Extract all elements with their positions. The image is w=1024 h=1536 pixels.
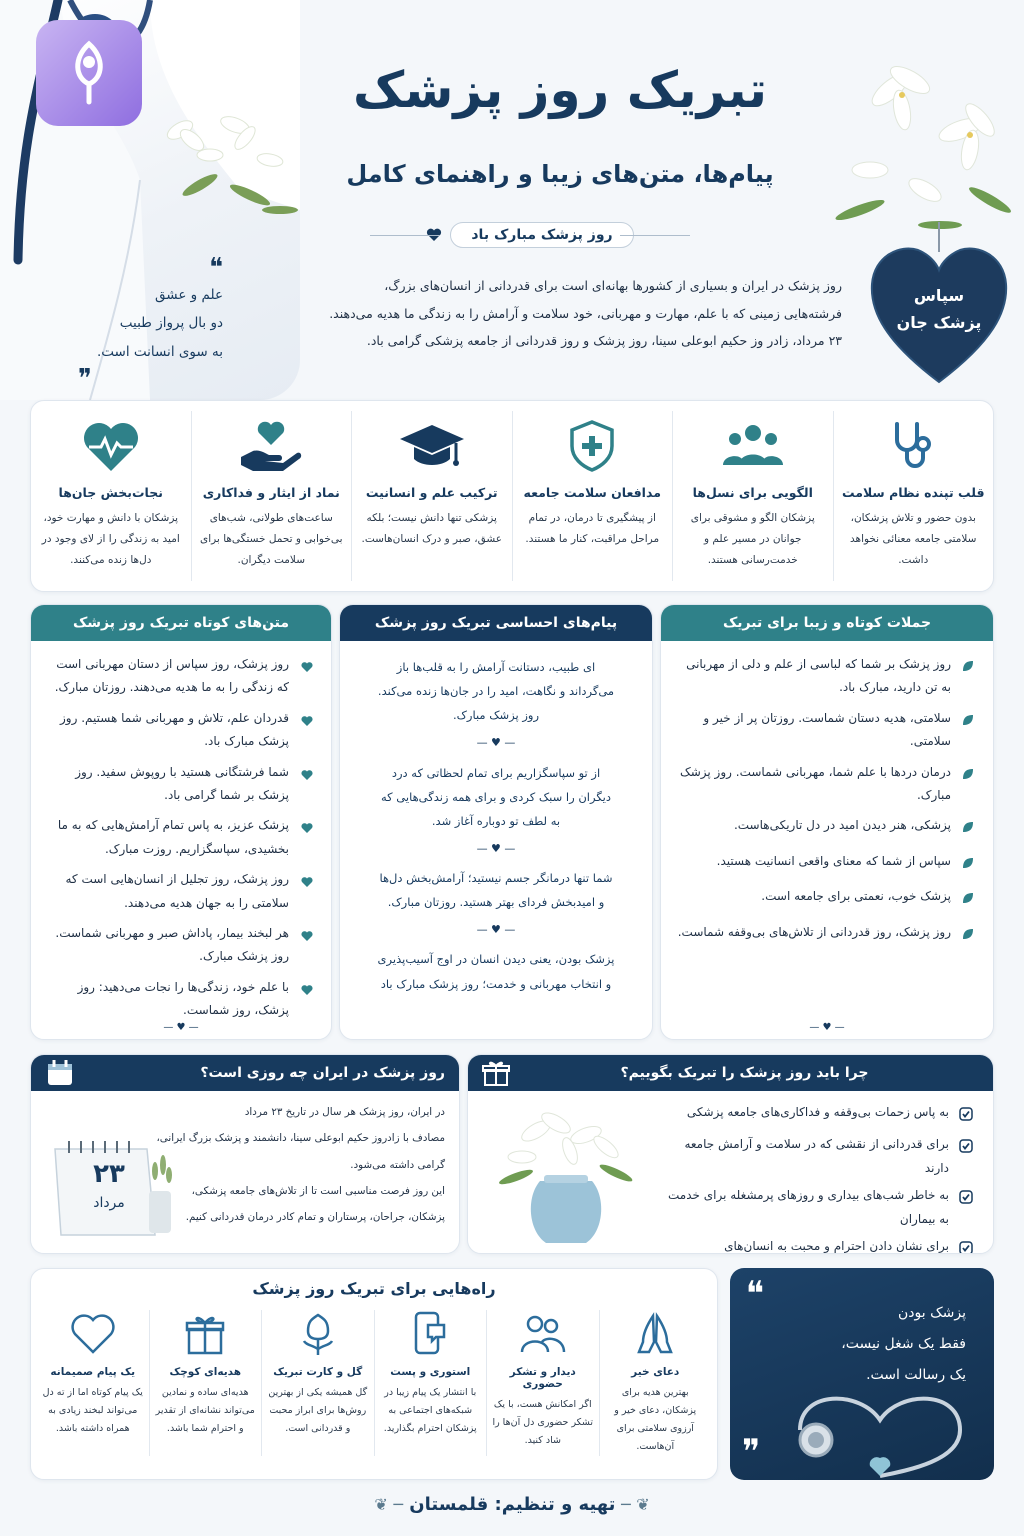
calendar-icon [45,1058,75,1088]
heart-divider-icon: — ♥ — [476,841,516,855]
short-text-item [45,707,313,754]
short-beautiful-header: جملات کوتاه و زیبا برای تبریک [661,605,993,641]
when-line: مصادف با زادروز حکیم ابوعلی سینا، دانشمند و پزشک بزرگ ایرانی، [156,1132,445,1145]
short-beautiful-item [675,761,975,808]
bullet-icon [959,1240,973,1254]
bullet-icon [961,766,975,808]
graduation-cap-icon [398,421,466,471]
feature-desc: پزشکان الگو و مشوقی برای جوانان در مسیر علم و خدمت‌رسانی هستند. [690,512,815,566]
why-item [668,1184,973,1231]
intro-line: روز پزشک در ایران و بسیاری از کشورها بهانه‌ای است برای قدردانی از انسان‌های بزرگ، [384,278,842,293]
short-text-item [45,976,313,1023]
ornament-divider: — ♥ — [163,1022,199,1033]
short-text-item-text: قدردان علم، تلاش و مهربانی شما هستیم. روز پزشک مبارک باد. [60,710,289,749]
site-logo[interactable] [36,20,142,126]
short-text-item [45,761,313,808]
greeting-ribbon-text: روز پزشک مبارک باد [450,222,633,248]
feature-desc: بدون حضور و تلاش پزشکان، سلامتی جامعه معنائی نخواهد داشت. [850,512,977,566]
flowers-left-image [140,100,310,250]
flower-vase-image [486,1101,646,1249]
emotional-message: شما تنها درمانگر جسم نیستید؛ آرامش‌بخش دل‌ها و امیدبخش فردای بهتر هستید. روزتان مبارک. [379,871,613,910]
intro-paragraph [270,272,842,355]
short-beautiful-item-text: سلامتی، هدیه دستان شماست. روزتان پر از خیر و سلامتی. [703,710,951,749]
way-item [149,1310,262,1456]
heart-divider-icon: — ♥ — [476,736,516,750]
feature-item [31,411,191,581]
feature-title: نجات‌بخش جان‌ها [58,485,163,500]
when-line: در ایران، روز پزشک هر سال در تاریخ ۲۳ مرداد [244,1106,445,1118]
feature-item [672,411,833,581]
short-text-item [45,814,313,861]
bullet-icon [299,766,313,808]
short-beautiful-item-text: پزشک خوب، نعمتی برای جامعه است. [761,889,951,904]
short-beautiful-list [661,641,993,949]
heart-divider-icon: — ♥ — [476,923,516,937]
ornament-divider: — ♥ — [809,1022,845,1033]
ribbon-line-left [370,235,440,236]
way-desc: هدیه‌ای ساده و نمادین می‌تواند نشانه‌ای از تقدیر و احترام شما باشد. [155,1387,255,1435]
way-title: دیدار و تشکر حضوری [509,1366,576,1390]
short-beautiful-item-text: پزشکی، هنر دیدن امید در دل تاریکی‌هاست. [733,818,951,833]
why-item-text: به پاس زحمات بی‌وقفه و فداکاری‌های جامعه پزشکی [686,1105,949,1119]
short-text-item [45,868,313,915]
open-quote-icon: ❝ [745,1274,764,1314]
way-title: یک پیام صمیمانه [50,1366,136,1378]
bullet-icon [299,658,313,700]
ways-card [30,1268,718,1480]
when-line: پزشکان، جراحان، پرستاران و تمام کادر درمان قدردانی کنیم. [185,1211,445,1223]
short-text-item-text: شما فرشتگانی هستید با روپوش سفید. روز پزشک بر شما گرامی باد. [75,764,289,802]
page-subtitle: پیام‌ها، متن‌های زیبا و راهنمای کامل [346,160,774,188]
short-beautiful-item [675,850,975,878]
feature-item [512,411,673,581]
heart-pulse-icon [81,419,141,473]
why-item [668,1235,973,1254]
feature-title: الگویی برای نسل‌ها [692,485,813,500]
feature-item [191,411,352,581]
when-header [31,1055,459,1091]
heart-outline-icon [71,1314,115,1354]
way-item [486,1310,599,1456]
coat-quote-line: علم و عشق [155,287,223,303]
short-text-item-text: پزشک عزیز، به پاس تمام آرامش‌هایی که به ما بخشیدی، سپاسگزاریم. روزت مبارک. [57,818,289,856]
shield-cross-icon [568,420,616,472]
feature-desc: ساعت‌های طولانی، شب‌های بی‌خوابی و تحمل خستگی‌ها برای سلامت دیگران. [200,512,343,566]
short-text-item [45,653,313,700]
bullet-icon [961,855,975,878]
short-text-item-text: روز پزشک، روز سپاس از دستان مهربانی است که زندگی را به ما هدیه می‌دهند. روزتان مبارک. [54,657,289,695]
way-item [261,1310,374,1456]
bullet-icon [961,890,975,913]
why-item-text: برای قدردانی از نقشی که در سلامت و آرامش جامعه دارند [684,1137,949,1175]
mission-quote-line: پزشک بودن [898,1305,966,1321]
why-card [467,1054,994,1254]
mission-quote-line: فقط یک شغل نیست، [841,1335,966,1352]
short-texts-header: متن‌های کوتاه تبریک روز پزشک [31,605,331,641]
page-title: تبریک روز پزشک [353,61,767,119]
feature-title: نماد از ایثار و فداکاری [202,485,340,500]
why-title: چرا باید روز پزشک را تبریک بگوییم؟ [620,1065,869,1081]
laurel-left-icon: ❦ ─ [615,1495,650,1514]
short-beautiful-item [675,707,975,754]
why-item-text: برای نشان دادن احترام و محبت به انسان‌های [724,1238,949,1253]
short-beautiful-card [660,604,994,1040]
when-line: این روز فرصت مناسبی است تا از تلاش‌های جامعه پزشکی، [191,1184,445,1197]
ways-title: راه‌هایی برای تبریک روز پزشک [252,1279,496,1298]
emotional-message: از تو سپاسگزاریم برای تمام لحظاتی که درد دیگران را سبک کردی و برای همه زندگی‌هایی که به لطف تو دوباره آغاز شد. [380,765,611,828]
short-texts-list [31,641,331,1022]
greeting-ribbon [380,220,680,250]
bullet-icon [959,1106,973,1129]
way-desc: یک پیام کوتاه اما از ته دل می‌تواند لبخند زیادی به همراه داشته باشد. [42,1387,143,1435]
close-quote-icon: ❞ [742,1432,761,1472]
short-beautiful-item [675,921,975,949]
emotional-message: ای طبیب، دستانت آرامش را به قلب‌ها باز می‌گرداند و نگاهت، امید را در جان‌ها زنده می‌کند. روز پزشک مبارک. [377,660,615,723]
when-card [30,1054,460,1254]
hand-heart-icon [239,419,303,473]
way-desc: اگر امکانش هست، با یک تشکر حضوری دل آن‌ها را شاد کنید. [492,1399,594,1447]
feature-title: ترکیب علم و انسانیت [365,485,498,500]
short-text-item-text: روز پزشک، روز تجلیل از انسان‌هایی است که سلامتی را به جهان هدیه می‌دهند. [65,872,289,910]
short-beautiful-item [675,814,975,842]
heart-tag-line: پزشک جان [896,313,982,333]
short-beautiful-item-text: درمان دردها با علم شما، مهربانی شماست. روز پزشک مبارک. [679,764,951,802]
stethoscope-icon [887,420,939,472]
short-texts-card [30,604,332,1040]
feature-title: قلب تپنده نظام سلامت [841,485,985,500]
short-beautiful-item [675,885,975,913]
short-beautiful-item-text: روز پزشک بر شما که لباسی از علم و دلی از مهربانی به تن دارید، مبارک باد. [686,657,951,695]
emotional-messages-card [339,604,653,1040]
bullet-icon [959,1189,973,1231]
intro-line: ۲۳ مرداد، زادر وز حکیم ابوعلی سینا، روز پزشک و روز قدردانی از جامعه پزشکی گرامی باد. [366,333,842,348]
feature-desc: پزشکی تنها دانش نیست؛ بلکه عشق، صبر و درک انسان‌هاست. [361,512,503,545]
flowers-right-image [830,40,1020,240]
ribbon-line-right [620,235,690,236]
why-item [668,1101,973,1129]
way-title: گل و کارت تبریک [273,1366,363,1378]
way-item [599,1310,712,1456]
coat-quote [78,253,223,395]
mission-quote-line: یک رسالت است. [866,1366,966,1383]
gift-icon [482,1059,510,1087]
tulip-icon [298,1311,338,1357]
coat-quote-line: دو بال پرواز طبیب [119,315,223,332]
feature-desc: از پیشگیری تا درمان، در تمام مراحل مراقبت، کنار ما هستند. [525,512,660,545]
way-title: دعای خیر [631,1366,680,1378]
emotional-message: پزشک بودن، یعنی دیدن انسان در اوج آسیب‌پذیری و انتخاب مهربانی و خدمت؛ روز پزشک مبارک باد [377,952,615,991]
way-desc: با انتشار یک پیام زیبا در شبکه‌های اجتماعی به پزشکان احترام بگذارید. [383,1387,477,1435]
short-text-item-text: با علم خود، زندگی‌ها را نجات می‌دهید: روز پزشک، روز شماست. [77,979,289,1018]
bullet-icon [299,712,313,754]
short-text-item-text: هر لبخند بیمار، پاداش صبر و مهربانی شماست. روز پزشک مبارک. [55,925,289,964]
short-beautiful-item [675,653,975,700]
bullet-icon [961,926,975,949]
way-title: هدیه‌ای کوچک [169,1366,242,1378]
why-item [668,1133,973,1180]
bullet-icon [959,1138,973,1180]
people-icon [520,1314,566,1354]
calendar-month: مرداد [93,1195,125,1211]
way-item [37,1310,149,1456]
short-beautiful-item-text: روز پزشک، روز قدردانی از تلاش‌های بی‌وقفه شماست. [677,924,951,939]
intro-line: فرشته‌هایی زمینی که با علم، مهارت و مهربانی، خود سلامت و آرامش را به زندگی ما هدیه می‌دهند. [329,305,842,321]
laurel-right-icon: ─ ❦ [374,1495,403,1514]
bullet-icon [299,873,313,915]
mission-quote-card [730,1268,994,1480]
emotional-header: پیام‌های احساسی تبریک روز پزشک [340,605,652,641]
desk-calendar [51,1131,181,1241]
way-desc: گل همیشه یکی از بهترین روش‌ها برای ابراز محبت و قدردانی است. [268,1387,368,1435]
people-group-icon [723,421,783,471]
heart-tag-line: سپاس [913,286,965,305]
way-title: استوری و پست [390,1366,471,1378]
bullet-icon [961,658,975,700]
open-quote-icon: ❝ [209,253,223,283]
bullet-icon [299,819,313,861]
feature-item [833,411,994,581]
short-beautiful-item-text: سپاس از شما که معنای واقعی انسانیت هستید. [716,853,951,868]
feature-desc: پزشکان با دانش و مهارت خود، امید به زندگی را از لای وجود در دل‌ها زنده می‌کنند. [41,512,180,566]
bullet-icon [961,819,975,842]
feature-item [351,411,512,581]
when-line: گرامی داشته می‌شود. [350,1158,445,1171]
way-item [374,1310,487,1456]
why-item-text: به خاطر شب‌های بیداری و روزهای پرمشغله برای خدمت به بیماران [668,1188,949,1226]
praying-hands-icon [635,1312,675,1356]
credit-line [0,1494,1024,1515]
bullet-icon [299,981,313,1023]
close-quote-icon: ❞ [78,364,92,395]
gift-box-icon [185,1313,225,1355]
coat-quote-line: به سوی انسانت است. [96,343,223,360]
when-body [155,1099,445,1230]
heart-tag-text [866,282,1012,336]
short-text-item [45,922,313,969]
bullet-icon [299,927,313,969]
features-strip [30,400,994,592]
credit-text: تهیه و تنظیم: قلمستان [409,1494,616,1515]
when-title: روز پزشک در ایران چه روزی است؟ [200,1065,445,1081]
calendar-day: ۲۳ [93,1159,125,1189]
why-header [468,1055,993,1091]
way-desc: بهترین هدیه برای پزشکان، دعای خیر و آرزوی سلامتی برای آن‌هاست. [614,1387,697,1453]
feature-title: مدافعان سلامت جامعه [523,485,661,500]
phone-chat-icon [410,1311,450,1357]
stethoscope-heart-image [730,1370,994,1480]
bullet-icon [961,712,975,754]
